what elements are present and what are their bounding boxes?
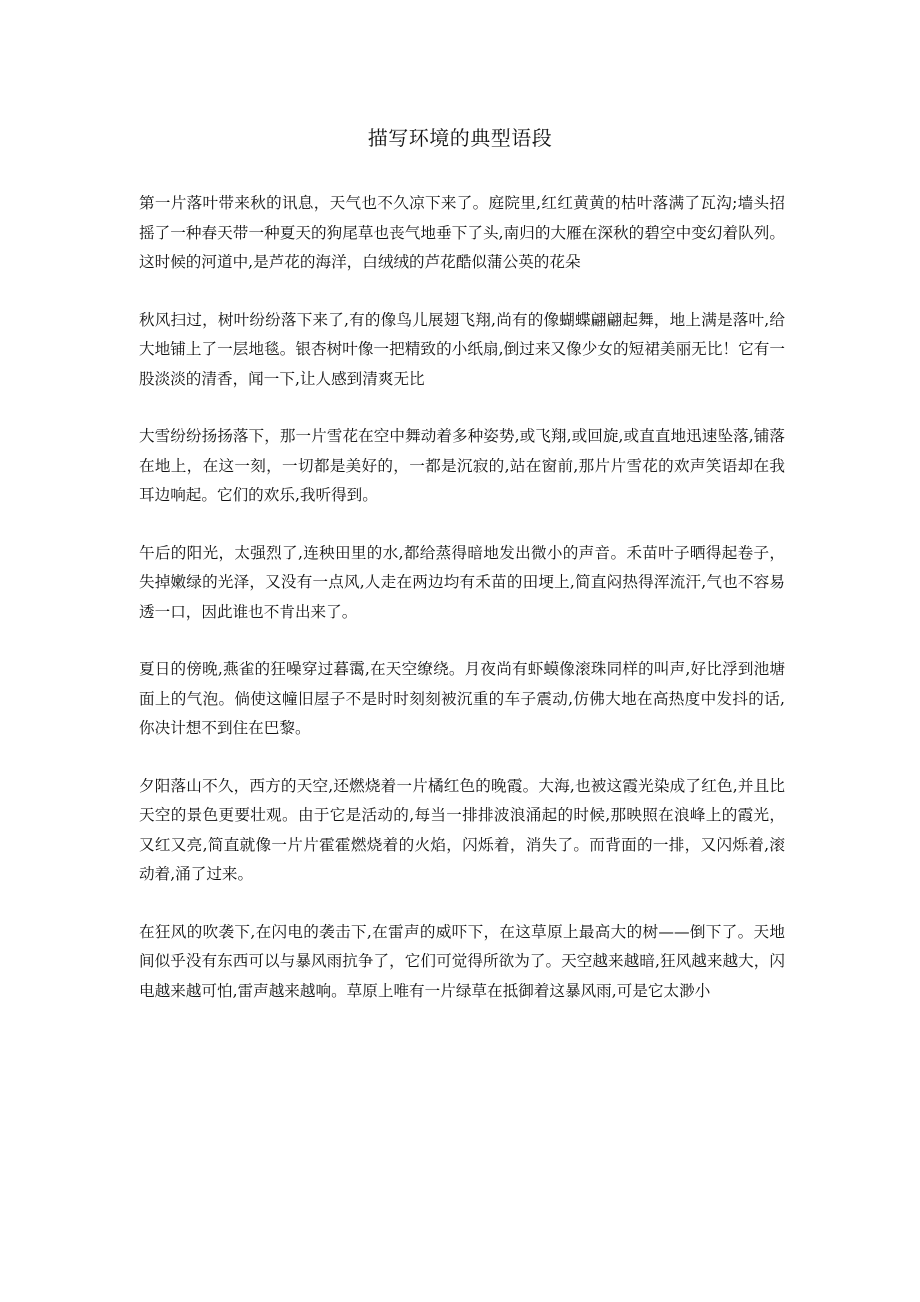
document-body (139, 189, 785, 1034)
paragraph-snow: 大雪纷纷扬扬落下，那一片雪花在空中舞动着多种姿势,或飞翔,或回旋,或直直地迅速坠落,铺落在地上，在这一刻，一切都是美好的，一都是沉寂的,站在窗前,那片片雪花的欢声笑语却在我耳边响起。它们的欢乐,我听得到。 (139, 427, 785, 504)
paragraph-sunset-sea: 夕阳落山不久，西方的天空,还燃烧着一片橘红色的晚霞。大海,也被这霞光染成了红色,并且比天空的景色更要壮观。由于它是活动的,每当一排排波浪涌起的时候,那映照在浪峰上的霞光，又红又亮,简直就像一片片霍霍燃烧着的火焰，闪烁着，消失了。而背面的一排，又闪烁着,滚动着,涌了过来。 (139, 776, 785, 883)
paragraph-summer-evening: 夏日的傍晚,燕雀的狂噪穿过暮霭,在天空缭绕。月夜尚有虾蟆像滚珠同样的叫声,好比浮到池塘面上的气泡。倘使这幢旧屋子不是时时刻刻被沉重的车子震动,仿佛大地在高热度中发抖的话,你决计想不到住在巴黎。 (139, 660, 785, 737)
paragraph-autumn-wind: 秋风扫过，树叶纷纷落下来了,有的像鸟儿展翅飞翔,尚有的像蝴蝶翩翩起舞，地上满是落叶,给大地铺上了一层地毯。银杏树叶像一把精致的小纸扇,倒过来又像少女的短裙美丽无比！它有一股淡淡的清香，闻一下,让人感到清爽无比 (139, 310, 785, 388)
paragraph-storm: 在狂风的吹袭下,在闪电的袭击下,在雷声的威吓下，在这草原上最高大的树——倒下了。天地间似乎没有东西可以与暴风雨抗争了，它们可觉得所欲为了。天空越来越暗,狂风越来越大，闪电越来越可怕,雷声越来越响。草原上唯有一片绿草在抵御着这暴风雨,可是它太渺小 (139, 922, 785, 1000)
document-title: 描写环境的典型语段 (367, 126, 553, 150)
paragraph-autumn-leaves: 第一片落叶带来秋的讯息，天气也不久凉下来了。庭院里,红红黄黄的枯叶落满了瓦沟;墙头招摇了一种春天带一种夏天的狗尾草也丧气地垂下了头,南归的大雁在深秋的碧空中变幻着队列。这时候的河道中,是芦花的海洋，白绒绒的芦花酷似蒲公英的花朵 (139, 194, 785, 271)
paragraph-afternoon-sun: 午后的阳光，太强烈了,连秧田里的水,都给蒸得暗地发出微小的声音。禾苗叶子晒得起卷子，失掉嫩绿的光泽，又没有一点风,人走在两边均有禾苗的田埂上,简直闷热得浑流汗,气也不容易透一口，因此谁也不肯出来了。 (139, 543, 785, 621)
